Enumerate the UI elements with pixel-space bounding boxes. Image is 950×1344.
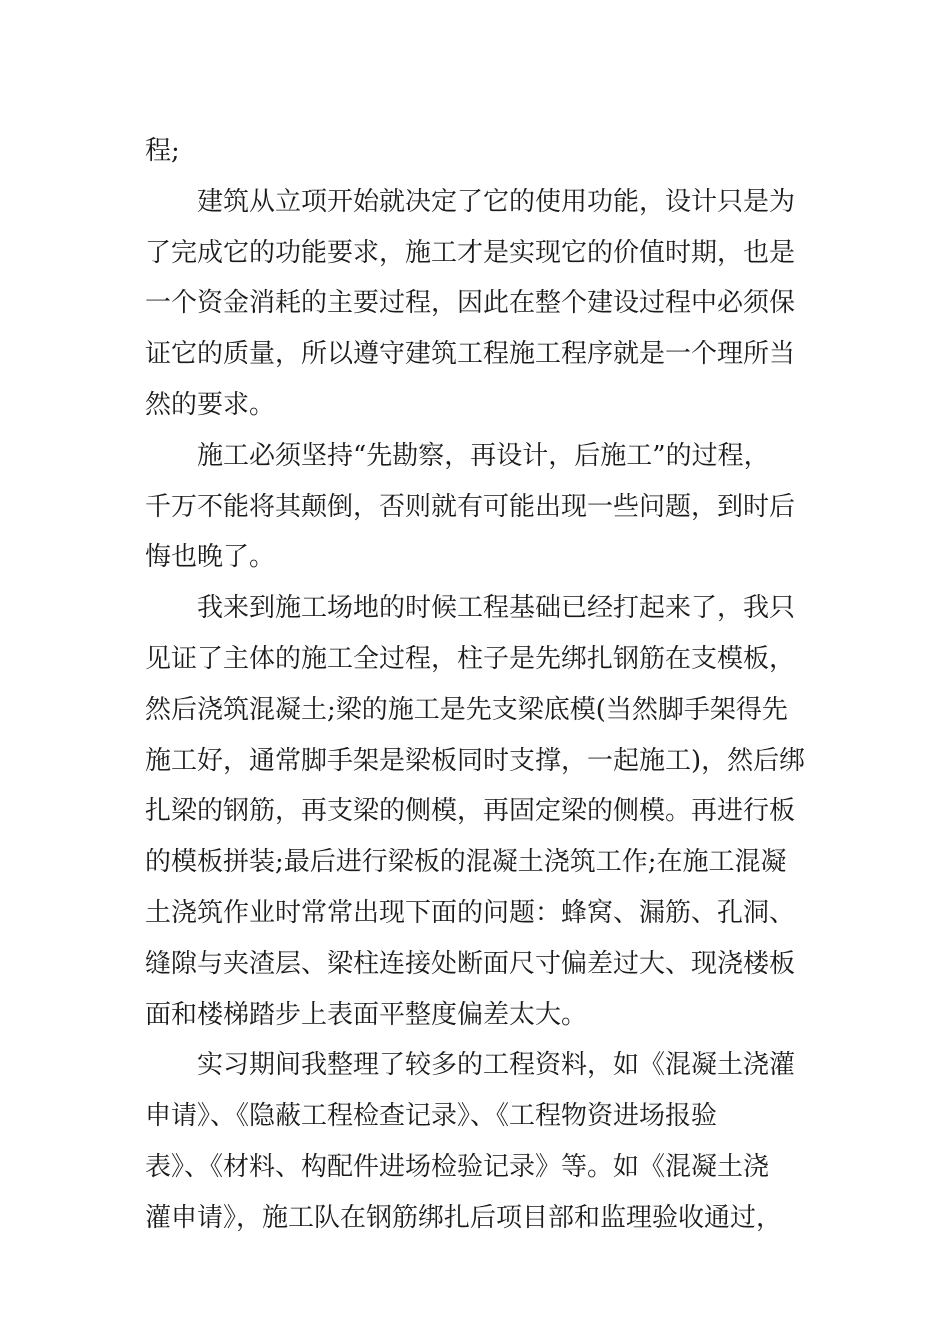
text-line: 土浇筑作业时常常出现下面的问题：蜂窝、漏筋、孔洞、	[145, 897, 796, 928]
text-line: 建筑从立项开始就决定了它的使用功能，设计只是为	[197, 186, 796, 217]
text-line: 表》、《材料、构配件进场检验记录》等。如《混凝土浇	[145, 1151, 770, 1182]
text-line: 施工必须坚持“先勘察，再设计，后施工”的过程，	[197, 440, 770, 471]
text-line: 悔也晚了。	[145, 542, 276, 573]
text-line: 灌申请》，施工队在钢筋绑扎后项目部和监理验收通过，	[145, 1202, 783, 1233]
text-line: 然的要求。	[145, 389, 276, 420]
text-line: 缝隙与夹渣层、梁柱连接处断面尺寸偏差过大、现浇楼板	[145, 948, 796, 979]
text-line: 然后浇筑混凝土;梁的施工是先支梁底模(当然脚手架得先	[145, 694, 788, 725]
text-line: 程;	[145, 136, 180, 166]
text-line: 面和楼梯踏步上表面平整度偏差太大。	[145, 999, 588, 1030]
document-body	[145, 126, 807, 1244]
text-line: 我来到施工场地的时候工程基础已经打起来了，我只	[197, 593, 796, 624]
text-line: 见证了主体的施工全过程，柱子是先绑扎钢筋在支模板，	[145, 643, 796, 674]
text-line: 施工好，通常脚手架是梁板同时支撑，一起施工)，然后绑	[145, 745, 806, 776]
text-line: 千万不能将其颠倒，否则就有可能出现一些问题，到时后	[145, 491, 796, 522]
text-line: 一个资金消耗的主要过程，因此在整个建设过程中必须保	[145, 288, 796, 319]
text-line: 的模板拼装;最后进行梁板的混凝土浇筑工作;在施工混凝	[145, 847, 787, 878]
text-line: 实习期间我整理了较多的工程资料，如《混凝土浇灌	[197, 1050, 796, 1081]
text-line: 了完成它的功能要求，施工才是实现它的价值时期，也是	[145, 237, 796, 268]
text-line: 证它的质量，所以遵守建筑工程施工程序就是一个理所当	[145, 339, 796, 370]
text-line: 扎梁的钢筋，再支梁的侧模，再固定梁的侧模。再进行板	[145, 796, 796, 827]
text-line: 申请》、《隐蔽工程检查记录》、《工程物资进场报验	[145, 1101, 718, 1132]
